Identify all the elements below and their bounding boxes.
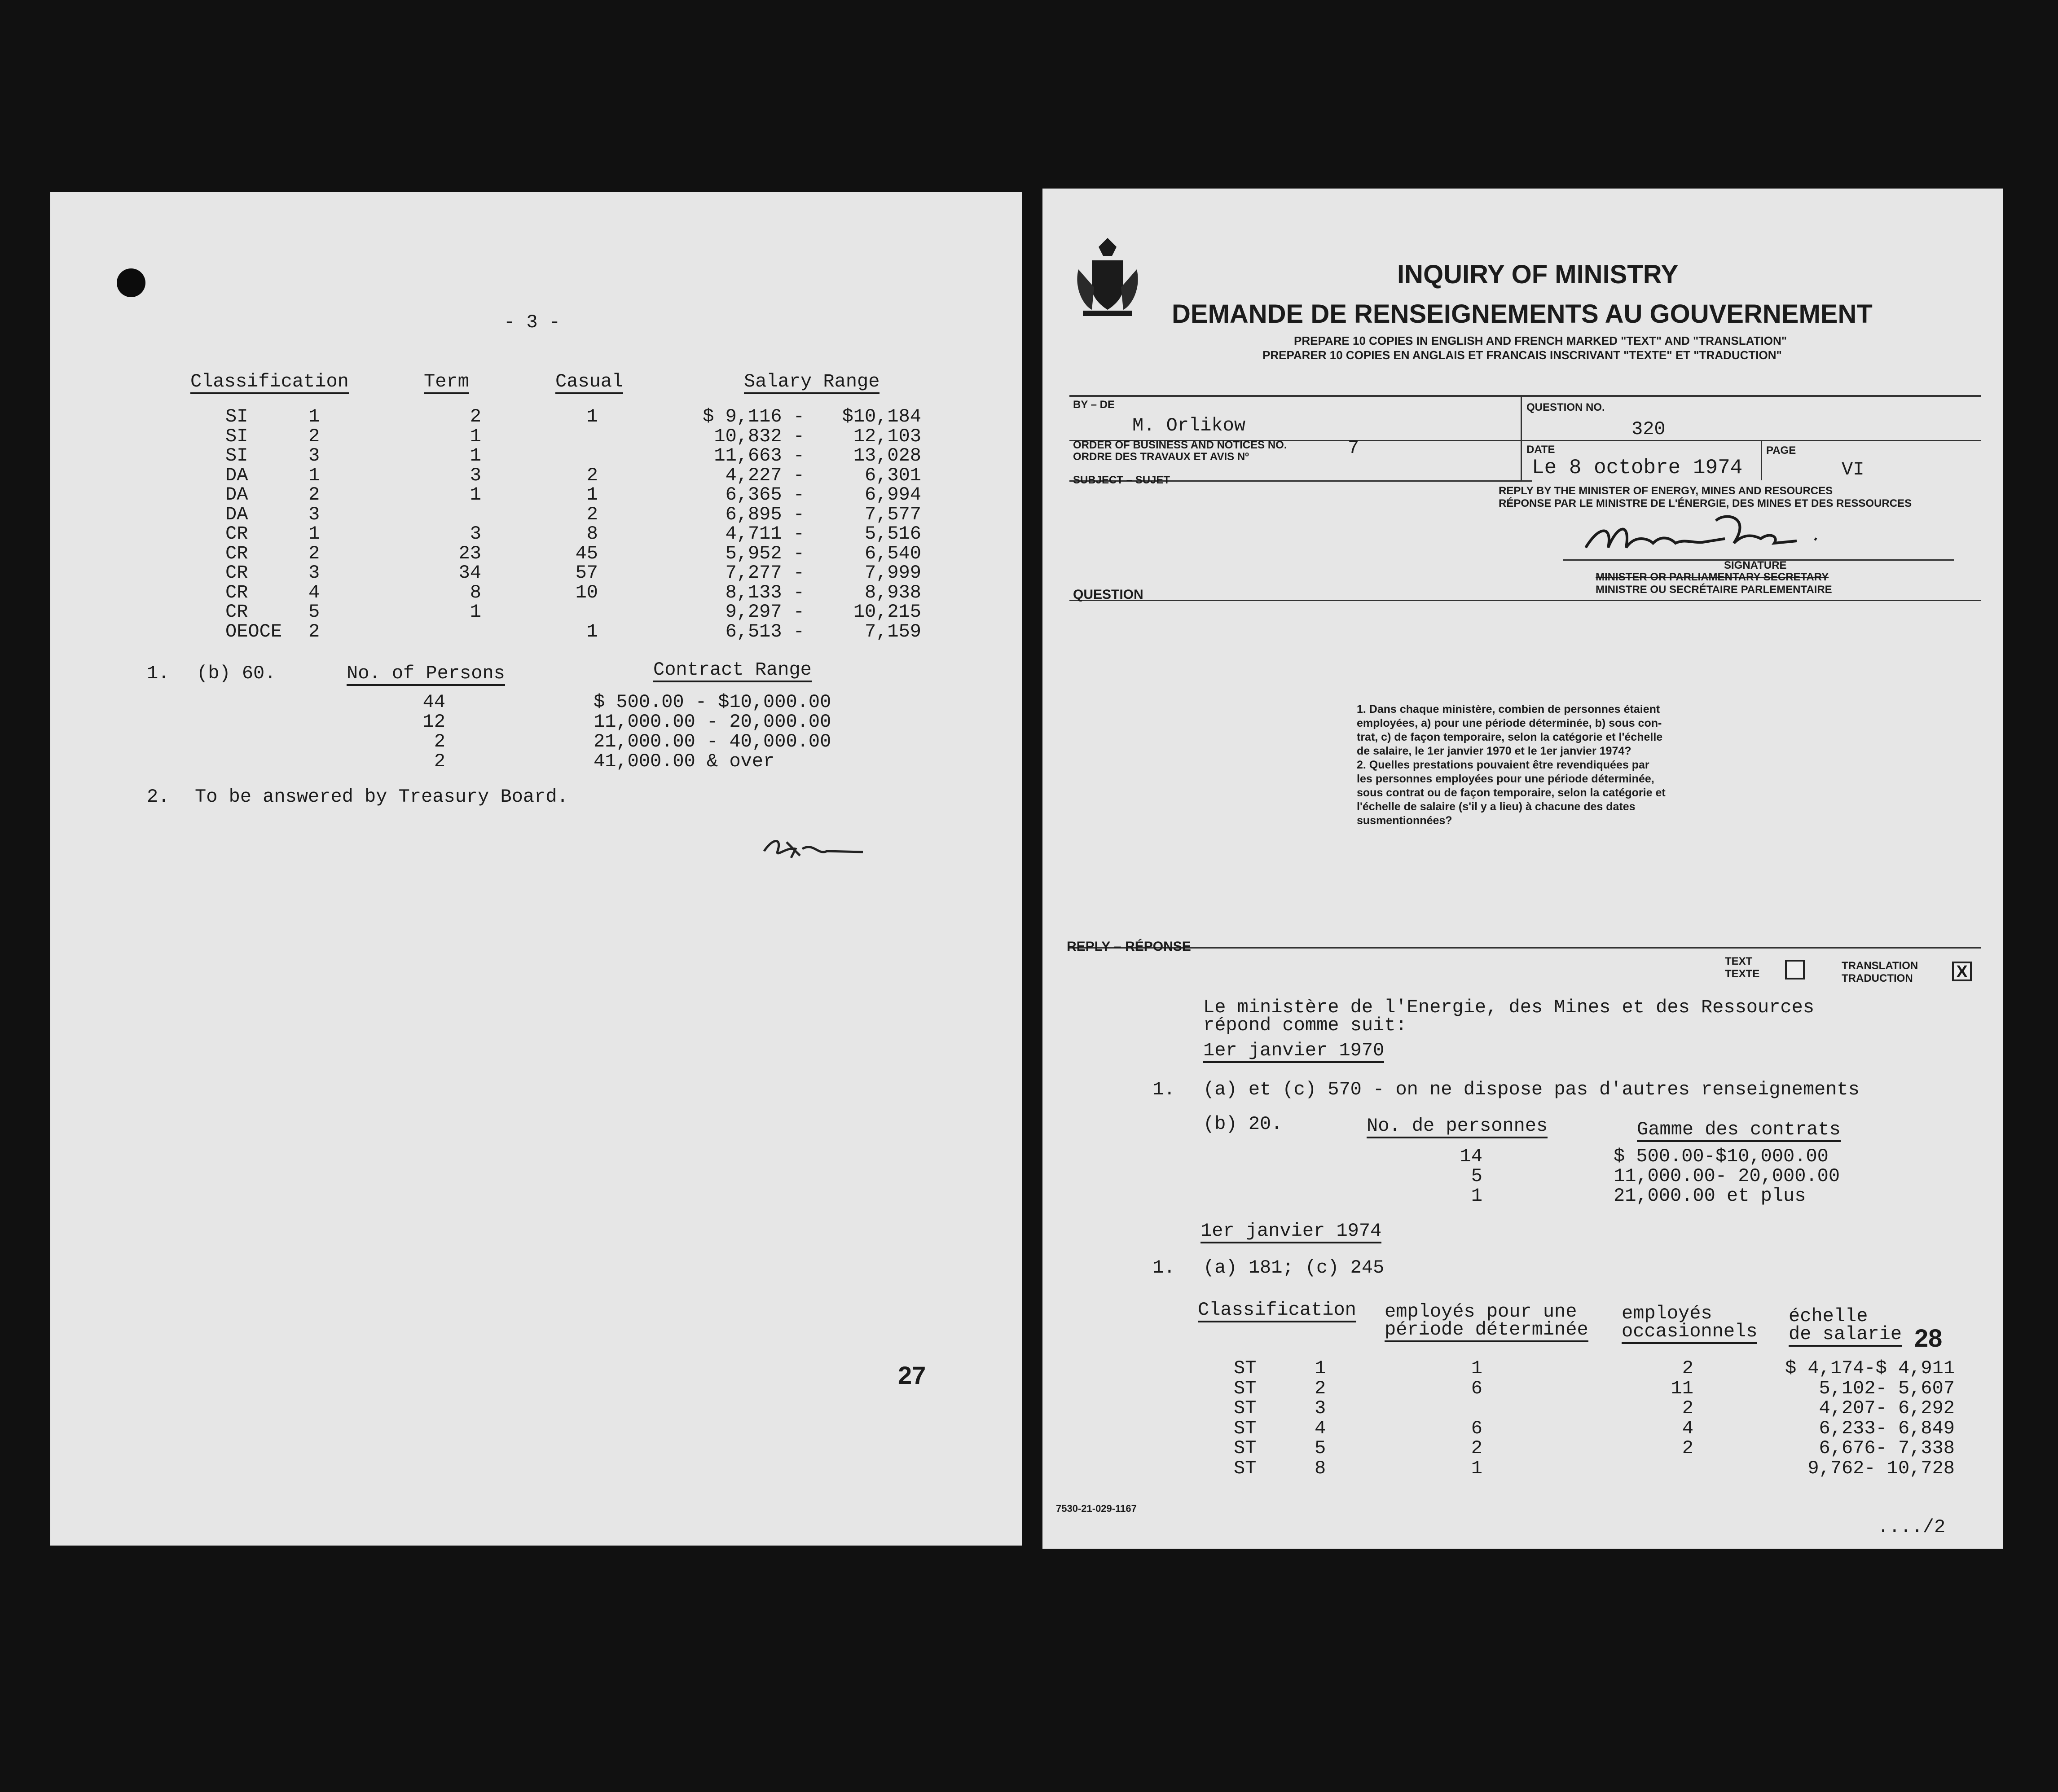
cell-class: OEOCE [225,620,282,642]
cell-salary-high: 6,540 [864,542,921,564]
cell-salary-high: 6,301 [864,464,921,486]
cell-level-1974: 8 [1315,1457,1326,1479]
header-contract-range: Contract Range [653,660,812,682]
cell-personnes: 14 [1460,1146,1482,1167]
question-no-label: QUESTION NO. [1526,401,1605,413]
cell-salary-high: 10,215 [853,601,921,623]
header-term1: employés pour une [1385,1301,1577,1322]
by-label: BY – DE [1073,399,1115,411]
text-label-fr: TEXTE [1725,968,1760,980]
cell-class-1974: ST [1234,1397,1257,1419]
cell-term-1974: 6 [1471,1417,1482,1439]
cell-level: 3 [308,503,320,525]
b-1970: (b) 20. [1203,1113,1283,1135]
date-1970: 1er janvier 1970 [1203,1041,1384,1063]
reply-by-fr: RÉPONSE PAR LE MINISTRE DE L'ÉNERGIE, DES MINES ET DES RESSOURCES [1499,497,1912,509]
date-label: DATE [1526,444,1555,456]
order-value: 7 [1348,437,1359,459]
prepare-fr: PREPARER 10 COPIES EN ANGLAIS ET FRANCAIS INSCRIVANT "TEXTE" ET "TRADUCTION" [1262,348,1782,362]
header-term: Term [424,372,469,394]
cell-salary-high: 13,028 [853,445,921,466]
cell-casual: 8 [586,523,598,545]
header-classification-1974: Classification [1198,1300,1356,1322]
cell-term: 34 [458,562,481,584]
translation-label-en: TRANSLATION [1842,960,1918,972]
cell-salary-low: 6,365 - [725,484,805,505]
prepare-en: PREPARE 10 COPIES IN ENGLISH AND FRENCH MARKED "TEXT" AND "TRANSLATION" [1294,334,1787,347]
header-scale1: échelle [1789,1305,1868,1327]
cell-persons: 2 [434,731,445,752]
cell-salary-low: 11,663 - [714,445,805,466]
cell-contract-range: $ 500.00 - $10,000.00 [594,691,831,713]
cell-range-1974: 5,102- 5,607 [1819,1377,1955,1399]
cell-salary-low: 10,832 - [714,425,805,447]
item1-label-1970: 1. [1152,1079,1175,1100]
cell-term: 1 [470,601,481,623]
text-checkbox[interactable] [1785,960,1805,979]
cell-level-1974: 5 [1315,1437,1326,1459]
cell-level: 3 [308,445,320,466]
cell-casual: 57 [575,562,598,584]
cell-casual-1974: 4 [1682,1417,1693,1439]
cell-casual-1974: 2 [1682,1357,1693,1379]
text-label-en: TEXT [1725,955,1753,967]
order-label-en: ORDER OF BUSINESS AND NOTICES NO. [1073,439,1287,451]
cell-term: 3 [470,464,481,486]
cell-level: 5 [308,601,320,623]
question-line: susmentionnées? [1357,814,1452,827]
question-label: QUESTION [1073,587,1143,602]
translation-label-fr: TRADUCTION [1842,972,1913,984]
cell-class: CR [225,601,248,623]
left-page [50,192,1022,1546]
cell-term: 3 [470,523,481,545]
cell-term: 1 [470,425,481,447]
subject-label: SUBJECT – SUJET [1073,474,1170,486]
item1-1970: (a) et (c) 570 - on ne dispose pas d'autres renseignements [1203,1079,1860,1100]
cell-range-1974: 4,207- 6,292 [1819,1397,1955,1419]
cell-level: 2 [308,484,320,505]
header-no-de-personnes: No. de personnes [1367,1116,1548,1138]
item2-label: 2. [147,786,170,808]
cell-level: 2 [308,620,320,642]
cell-class-1974: ST [1234,1457,1257,1479]
cell-level-1974: 1 [1315,1357,1326,1379]
cell-class: DA [225,484,248,505]
cell-casual: 1 [586,620,598,642]
cell-class: DA [225,503,248,525]
cell-term-1974: 1 [1471,1457,1482,1479]
cell-class-1974: ST [1234,1357,1257,1379]
cell-class: CR [225,523,248,545]
cell-salary-low: 8,133 - [725,581,805,603]
cell-persons: 12 [422,711,445,733]
cell-class: SI [225,425,248,447]
minister-en: MINISTER OR PARLIAMENTARY SECRETARY [1596,571,1829,583]
cell-level: 1 [308,464,320,486]
cell-casual: 1 [586,406,598,427]
cell-casual: 45 [575,542,598,564]
question-line: 2. Quelles prestations pouvaient être revendiquées par [1357,759,1649,771]
cell-class-1974: ST [1234,1377,1257,1399]
question-line: sous contrat ou de façon temporaire, selon la catégorie et [1357,786,1666,799]
cell-term: 1 [470,445,481,466]
coat-of-arms-icon [1069,233,1146,321]
cell-class-1974: ST [1234,1437,1257,1459]
question-line: employées, a) pour une période déterminée, b) sous con- [1357,717,1662,729]
cell-gamme: 11,000.00- 20,000.00 [1614,1165,1840,1187]
cell-salary-high: 7,577 [864,503,921,525]
right-page [1042,189,2003,1549]
cell-gamme: $ 500.00-$10,000.00 [1614,1146,1829,1167]
by-value: M. Orlikow [1132,415,1246,436]
question-no-value: 320 [1631,418,1666,440]
cell-class: SI [225,406,248,427]
cell-range-1974: 9,762- 10,728 [1807,1457,1955,1479]
cell-class: DA [225,464,248,486]
cell-salary-low: 7,277 - [725,562,805,584]
cell-term: 1 [470,484,481,505]
cell-term-1974: 2 [1471,1437,1482,1459]
item2-text: To be answered by Treasury Board. [195,786,568,808]
cell-level: 1 [308,406,320,427]
item1-label-1974: 1. [1152,1257,1175,1278]
cell-range-1974: $ 4,174-$ 4,911 [1785,1357,1955,1379]
cell-class: CR [225,562,248,584]
question-line: les personnes employées pour une période déterminée, [1357,773,1654,785]
cell-term-1974: 6 [1471,1377,1482,1399]
cell-salary-high: 12,103 [853,425,921,447]
cell-salary-low: 6,513 - [725,620,805,642]
reply-label: REPLY – RÉPONSE [1067,939,1191,954]
order-label-fr: ORDRE DES TRAVAUX ET AVIS Nº [1073,451,1249,463]
cell-level: 2 [308,425,320,447]
date-value: Le 8 octobre 1974 [1532,456,1743,479]
initials-signature [760,833,867,867]
cell-range-1974: 6,676- 7,338 [1819,1437,1955,1459]
cell-class: CR [225,542,248,564]
question-line: trat, c) de façon temporaire, selon la catégorie et l'échelle [1357,731,1663,743]
punch-hole [117,268,145,297]
cell-salary-low: 4,711 - [725,523,805,545]
cell-range-1974: 6,233- 6,849 [1819,1417,1955,1439]
intro-line1: Le ministère de l'Energie, des Mines et des Ressources [1203,997,1815,1018]
cell-class: CR [225,581,248,603]
question-line: de salaire, le 1er janvier 1970 et le 1er janvier 1974? [1357,745,1631,757]
cell-casual: 2 [586,503,598,525]
cell-class: SI [225,445,248,466]
cell-salary-high: 7,999 [864,562,921,584]
page-label: PAGE [1766,444,1796,457]
cell-casual-1974: 2 [1682,1397,1693,1419]
form-code: 7530-21-029-1167 [1056,1503,1137,1514]
cell-level-1974: 4 [1315,1417,1326,1439]
page-value: VI [1842,459,1865,480]
header-no-of-persons: No. of Persons [347,663,505,686]
page-header: - 3 - [504,312,561,333]
cell-salary-low: 4,227 - [725,464,805,486]
minister-signature [1581,507,1833,568]
date-1974: 1er janvier 1974 [1200,1221,1381,1243]
cell-salary-high: 6,994 [864,484,921,505]
header-term2: période déterminée [1385,1320,1588,1342]
header-salary-range: Salary Range [744,372,879,394]
header-classification: Classification [190,372,349,394]
cell-level: 1 [308,523,320,545]
cell-personnes: 5 [1471,1165,1482,1187]
continued-marker: ..../2 [1878,1516,1946,1538]
cell-class-1974: ST [1234,1417,1257,1439]
cell-gamme: 21,000.00 et plus [1614,1185,1806,1207]
cell-salary-low: 9,297 - [725,601,805,623]
reply-by-en: REPLY BY THE MINISTER OF ENERGY, MINES AND RESOURCES [1499,485,1833,497]
cell-level: 4 [308,581,320,603]
cell-term: 23 [458,542,481,564]
cell-salary-high: 8,938 [864,581,921,603]
cell-level-1974: 2 [1315,1377,1326,1399]
header-scale2: de salarie [1789,1324,1902,1347]
cell-salary-high: 7,159 [864,620,921,642]
cell-salary-low: 5,952 - [725,542,805,564]
cell-level-1974: 3 [1315,1397,1326,1419]
question-line: 1. Dans chaque ministère, combien de personnes étaient [1357,703,1660,716]
cell-term: 8 [470,581,481,603]
page-number-right: 28 [1914,1324,1943,1352]
cell-salary-low: $ 9,116 - [703,406,805,427]
signature-label: SIGNATURE [1724,559,1787,571]
page-number: 27 [898,1361,926,1389]
cell-level: 3 [308,562,320,584]
title-en: INQUIRY OF MINISTRY [1397,260,1679,289]
minister-fr: MINISTRE OU SECRÉTAIRE PARLEMENTAIRE [1596,584,1832,596]
cell-casual: 10 [575,581,598,603]
cell-contract-range: 21,000.00 - 40,000.00 [594,731,831,752]
cell-salary-high: 5,516 [864,523,921,545]
cell-casual: 1 [586,484,598,505]
item1-label: 1. [147,663,170,684]
header-casual: Casual [555,372,623,394]
cell-level: 2 [308,542,320,564]
cell-persons: 2 [434,751,445,772]
item1-b: (b) 60. [197,663,276,684]
cell-term-1974: 1 [1471,1357,1482,1379]
cell-term: 2 [470,406,481,427]
intro-line2: répond comme suit: [1203,1015,1407,1036]
title-fr: DEMANDE DE RENSEIGNEMENTS AU GOUVERNEMENT [1172,299,1873,329]
question-line: l'échelle de salaire (s'il y a lieu) à chacune des dates [1357,800,1636,813]
translation-checkbox[interactable]: X [1952,962,1972,981]
cell-contract-range: 11,000.00 - 20,000.00 [594,711,831,733]
cell-contract-range: 41,000.00 & over [594,751,775,772]
cell-salary-low: 6,895 - [725,503,805,525]
header-casual1: employés [1622,1303,1712,1324]
cell-casual-1974: 11 [1671,1377,1693,1399]
cell-persons: 44 [422,691,445,713]
cell-salary-high: $10,184 [842,406,921,427]
header-gamme-des-contrats: Gamme des contrats [1637,1120,1841,1142]
header-casual2: occasionnels [1622,1322,1757,1344]
cell-casual-1974: 2 [1682,1437,1693,1459]
cell-personnes: 1 [1471,1185,1482,1207]
cell-casual: 2 [586,464,598,486]
item1-1974: (a) 181; (c) 245 [1203,1257,1385,1278]
